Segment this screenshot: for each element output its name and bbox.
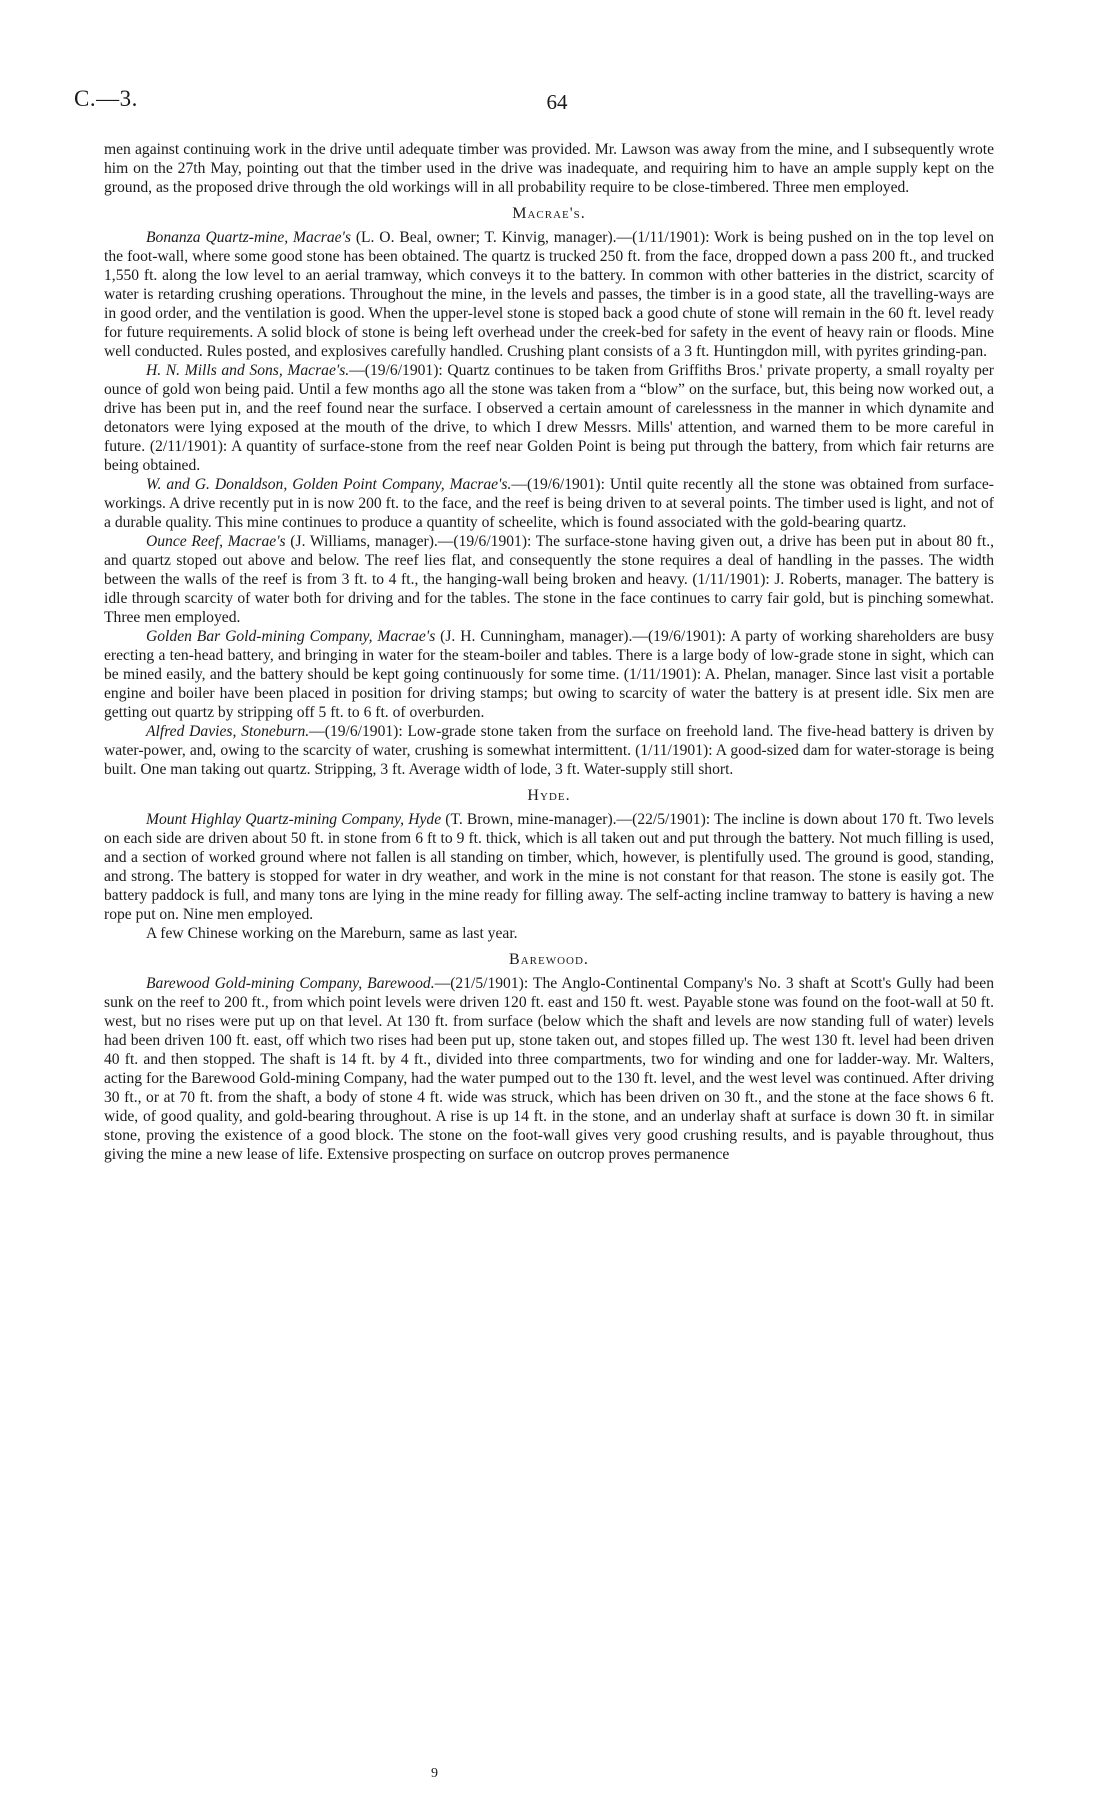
section-heading-hyde: Hyde.	[527, 787, 571, 804]
entry-title: Golden Bar Gold-mining Company, Macrae's	[146, 628, 436, 645]
entry-paragraph	[104, 810, 994, 924]
entry-title: H. N. Mills and Sons, Macrae's.	[146, 362, 350, 379]
entry-title: Ounce Reef, Macrae's	[146, 533, 286, 550]
section-heading-barewood: Barewood.	[509, 951, 589, 968]
entry-paragraph	[104, 475, 994, 532]
intro-paragraph: men against continuing work in the drive until adequate timber was provided. Mr. Lawson was away from the mine, and I subsequently wrote him on the 27th May, pointing out that the timber used in the drive was inadequate, and requiring him to have an ample supply kept on the ground, as the proposed drive through the old workings will in all probability require to be close-timbered. Three men employed.	[104, 141, 994, 196]
entry-paragraph	[104, 361, 994, 475]
page-number: 64	[546, 90, 568, 114]
entry-paragraph	[104, 532, 994, 627]
entry-paragraph	[104, 974, 994, 1164]
entry-title: Alfred Davies, Stoneburn.	[146, 723, 310, 740]
entry-text: A few Chinese working on the Mareburn, same as last year.	[146, 925, 518, 942]
page-body	[104, 140, 994, 1164]
entry-paragraph	[104, 228, 994, 361]
footer-mark: 9	[431, 1766, 438, 1781]
entry-text: (T. Brown, mine-manager).—(22/5/1901): The incline is down about 170 ft. Two levels on each side are driven about 50 ft. in stone from 6 ft to 9 ft. thick, which is all taken out and put through the battery. Not much filling is used, and a section of worked ground where not fallen is all standing on timber, which, however, is plentifully used. The ground is good, standing, and strong. The battery is stopped for water in dry weather, and work in the mine is not constant for that reason. The stone is easily got. The battery paddock is full, and many tons are lying in the mine ready for filling away. The self-acting incline tramway to battery is having a new rope put on. Nine men employed.	[104, 811, 994, 923]
entry-text: —(19/6/1901): Low-grade stone taken from the surface on freehold land. The five-head battery is driven by water-power, and, owing to the scarcity of water, crushing is somewhat intermittent. (1/11/1901): A good-sized dam for water-storage is being built. One man taking out quartz. Stripping, 3 ft. Average width of lode, 3 ft. Water-supply still short.	[104, 723, 995, 778]
entry-title: Bonanza Quartz-mine, Macrae's	[146, 229, 351, 246]
entry-text: —(21/5/1901): The Anglo-Continental Company's No. 3 shaft at Scott's Gully had been sunk on the reef to 200 ft., from which point levels were driven 120 ft. east and 150 ft. west. Payable stone was found on the foot-wall at 50 ft. west, but no rises were put up on that level. At 130 ft. from surface (below which the shaft and levels are now standing full of water) levels had been driven 100 ft. east, off which two rises had been put up, stone taken out, and stopes filled up. The west 130 ft. level had been driven 40 ft. and then stopped. The shaft is 14 ft. by 4 ft., divided into three compartments, two for winding and one for ladder-way. Mr. Walters, acting for the Barewood Gold-mining Company, had the water pumped out to the 130 ft. level, and the west level was continued. After driving 30 ft., or at 70 ft. from the shaft, a body of stone 4 ft. wide was struck, which has been driven on 30 ft., and the stone at the face shows 6 ft. wide, of good quality, and gold-bearing throughout. A rise is up 14 ft. in the stone, and an underlay shaft at surface is down 30 ft. in similar stone, proving the existence of a good block. The stone on the foot-wall gives very good crushing results, and is payable throughout, thus giving the mine a new lease of life. Extensive prospecting on surface on outcrop proves permanence	[104, 975, 994, 1163]
entry-text: (J. Williams, manager).—(19/6/1901): The surface-stone having given out, a drive has been put in about 80 ft., and quartz stoped out above and below. The reef lies flat, and consequently the stone requires a deal of handling in the passes. The width between the walls of the reef is from 3 ft. to 4 ft., the hanging-wall being broken and heavy. (1/11/1901): J. Roberts, manager. The battery is idle through scarcity of water both for driving and for the tables. The stone in the face continues to carry fair gold, but is pinching somewhat. Three men employed.	[104, 533, 994, 626]
report-code: C.—3.	[74, 86, 138, 111]
section-heading-macraes: Macrae's.	[512, 205, 586, 222]
entry-title: Barewood Gold-mining Company, Barewood.	[146, 975, 435, 992]
entry-text: —(19/6/1901): Until quite recently all the stone was obtained from surface-workings. A drive recently put in is now 200 ft. to the face, and the reef is being driven to at several points. The timber used is light, and not of a durable quality. This mine continues to produce a quantity of scheelite, which is found associated with the gold-bearing quartz.	[104, 476, 994, 531]
entry-title: Mount Highlay Quartz-mining Company, Hyde	[146, 811, 442, 828]
entry-paragraph	[104, 722, 994, 779]
entry-title: W. and G. Donaldson, Golden Point Company, Macrae's.	[146, 476, 512, 493]
entry-text: (J. H. Cunningham, manager).—(19/6/1901): A party of working shareholders are busy erecting a ten-head battery, and bringing in water for the steam-boiler and tables. There is a large body of low-grade stone in sight, which can be mined easily, and the battery should be kept going continuously for some time. (1/11/1901): A. Phelan, manager. Since last visit a portable engine and boiler have been placed in position for driving stamps; but owing to scarcity of water the battery is at present idle. Six men are getting out quartz by stripping off 5 ft. to 6 ft. of overburden.	[104, 628, 994, 721]
entry-paragraph	[104, 627, 994, 722]
entry-paragraph	[104, 924, 994, 943]
entry-text: (L. O. Beal, owner; T. Kinvig, manager).—(1/11/1901): Work is being pushed on in the top level on the foot-wall, where some good stone has been obtained. The quartz is trucked 250 ft. from the face, dropped down a pass 200 ft., and trucked 1,550 ft. along the low level to an aerial tramway, which conveys it to the battery. In common with other batteries in the district, scarcity of water is retarding crushing operations. Throughout the mine, in the levels and passes, the timber is in a good state, all the travelling-ways are in good order, and the ventilation is good. When the upper-level stone is stoped back a good chute of stone will remain in the 60 ft. level ready for future requirements. A solid block of stone is being left overhead under the creek-bed for safety in the event of heavy rain or floods. Mine well conducted. Rules posted, and explosives carefully handled. Crushing plant consists of a 3 ft. Huntingdon mill, with pyrites grinding-pan.	[104, 229, 994, 360]
entry-text: —(19/6/1901): Quartz continues to be taken from Griffiths Bros.' private property, a small royalty per ounce of gold won being paid. Until a few months ago all the stone was taken from a “blow” on the surface, but, this being now worked out, a drive has been put in, and the reef found near the surface. I observed a certain amount of carelessness in the manner in which dynamite and detonators were lying exposed at the mouth of the drive, to which I drew Messrs. Mills' attention, and warned them to be more careful in future. (2/11/1901): A quantity of surface-stone from the reef near Golden Point is being put through the battery, from which fair returns are being obtained.	[104, 362, 994, 474]
